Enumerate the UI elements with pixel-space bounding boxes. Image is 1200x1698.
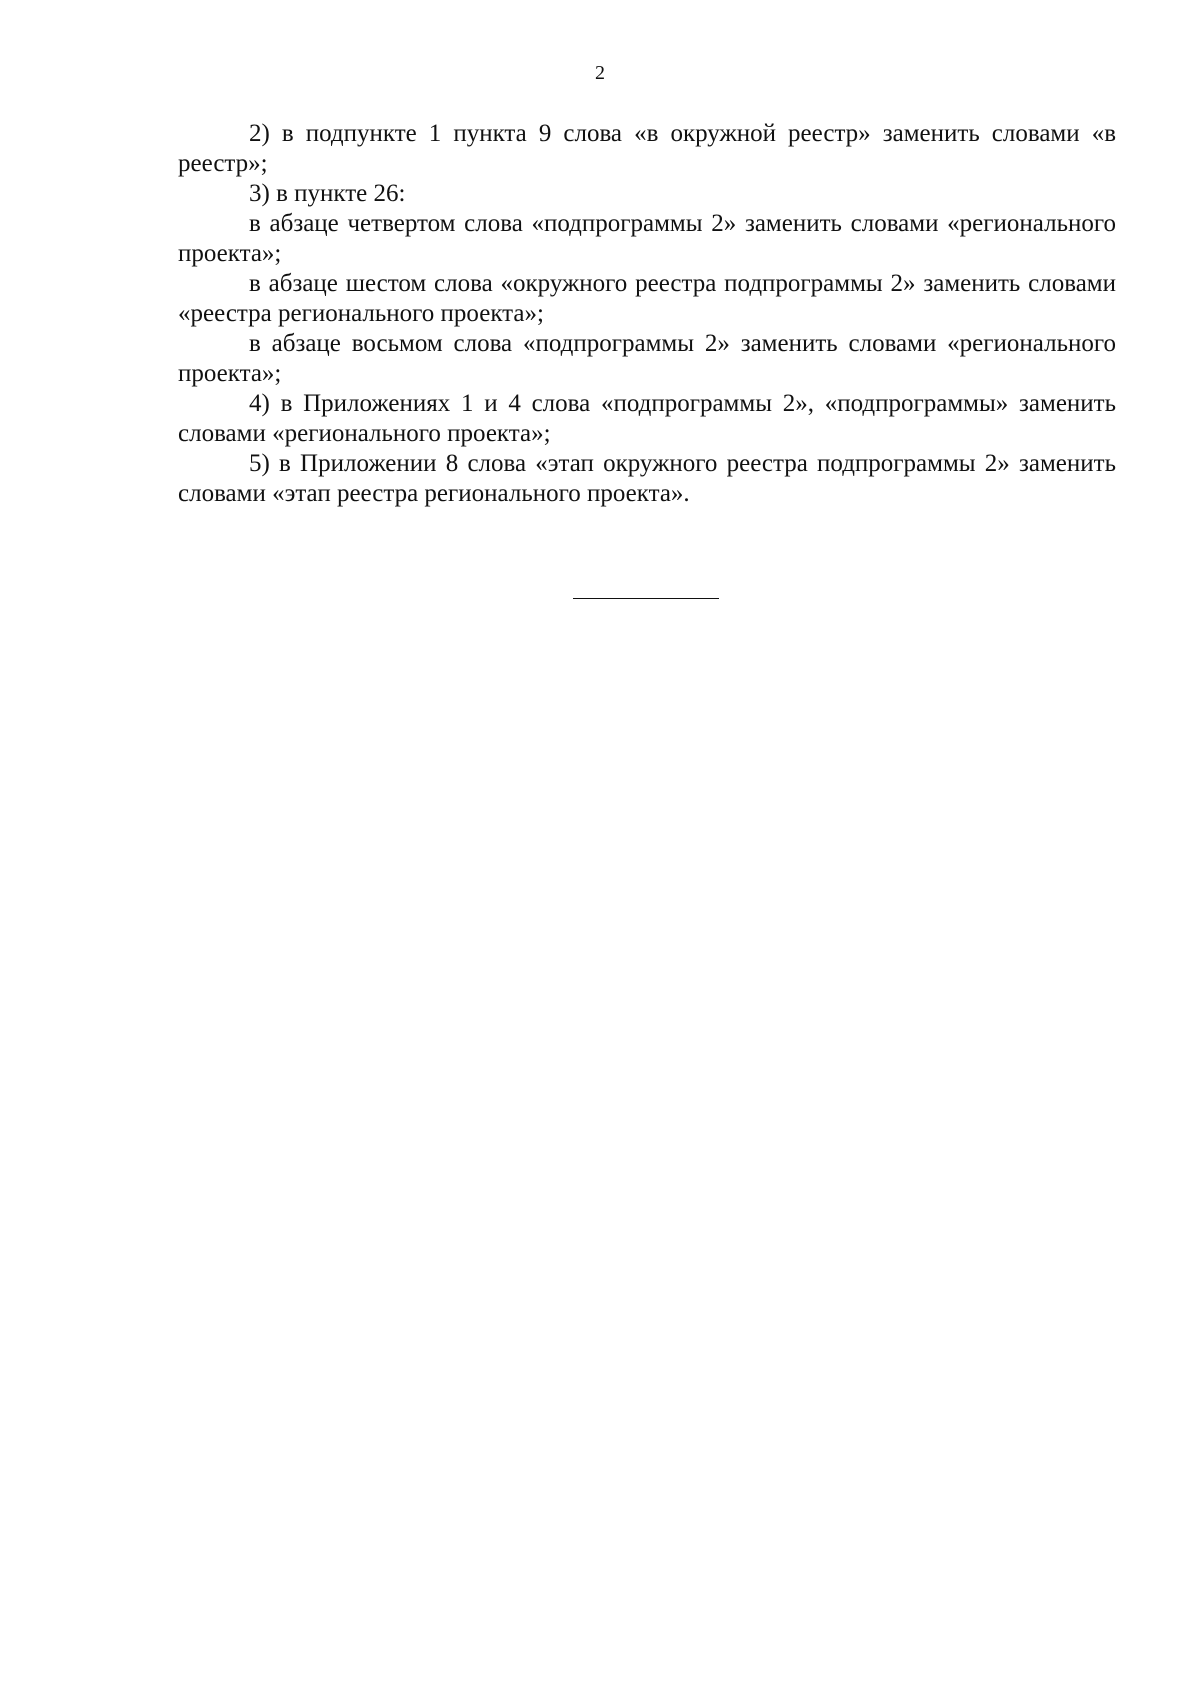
amendment-item-4: 4) в Приложениях 1 и 4 слова «подпрограммы 2», «подпрограммы» заменить словами «регионального проекта»;: [178, 390, 1116, 447]
end-of-document-rule: [573, 598, 719, 599]
amendment-item-2: 2) в подпункте 1 пункта 9 слова «в окружной реестр» заменить словами «в реестр»;: [178, 120, 1116, 177]
amendment-item-3: 3) в пункте 26:: [249, 180, 406, 207]
amendment-item-3-paragraph-4: в абзаце четвертом слова «подпрограммы 2» заменить словами «регионального проекта»;: [178, 210, 1116, 267]
amendment-item-3-paragraph-6: в абзаце шестом слова «окружного реестра подпрограммы 2» заменить словами «реестра регионального проекта»;: [178, 270, 1116, 327]
document-body: [178, 119, 1116, 509]
page-number: 2: [595, 62, 605, 84]
amendment-item-5: 5) в Приложении 8 слова «этап окружного реестра подпрограммы 2» заменить словами «этап реестра регионального проекта».: [178, 450, 1116, 507]
amendment-item-3-paragraph-8: в абзаце восьмом слова «подпрограммы 2» заменить словами «регионального проекта»;: [178, 330, 1116, 387]
